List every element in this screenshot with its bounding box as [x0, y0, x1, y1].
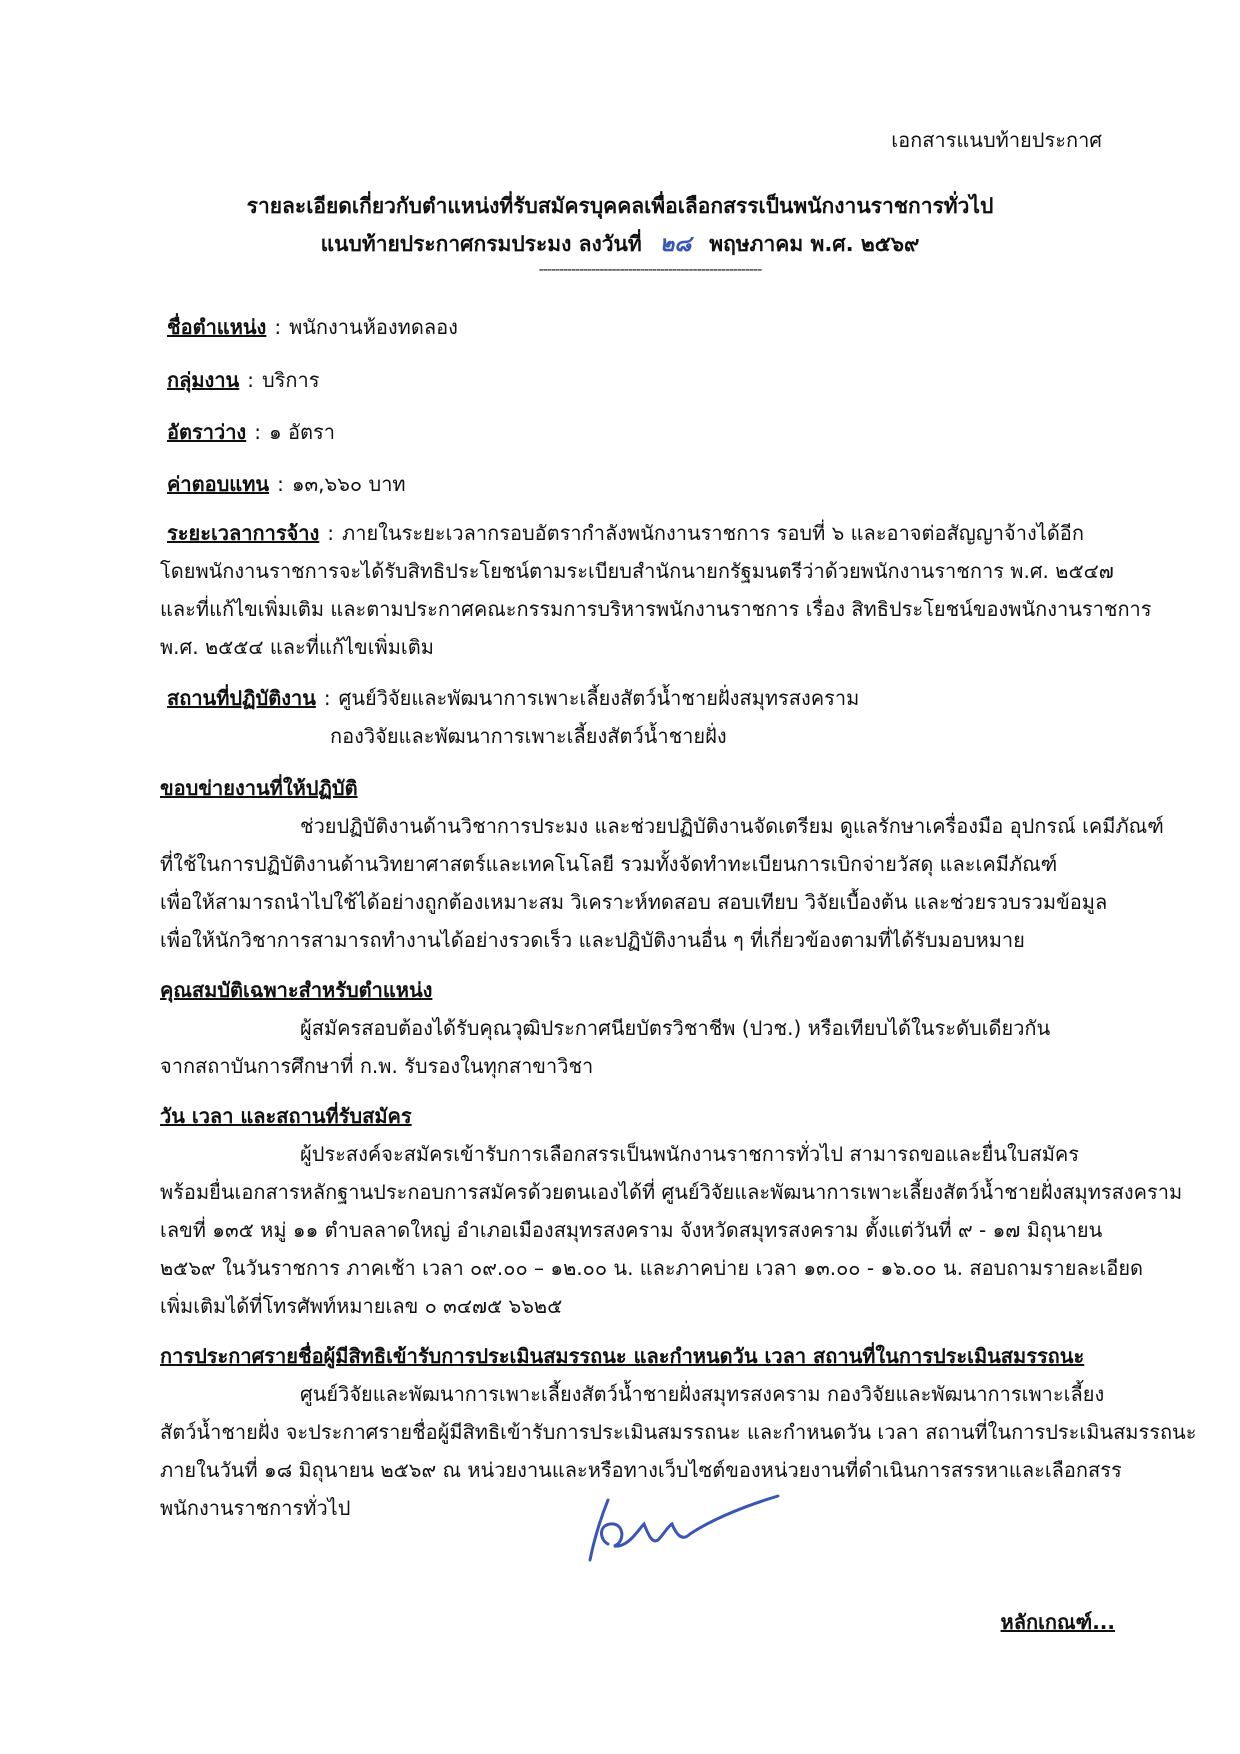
paragraph-line: พนักงานราชการทั่วไป — [160, 1496, 351, 1520]
handwritten-date: ๒๘ — [659, 231, 692, 257]
position-label: ชื่อตำแหน่ง — [167, 315, 267, 339]
workplace-line1: ศูนย์วิจัยและพัฒนาการเพาะเลี้ยงสัตว์น้ำชายฝั่งสมุทรสงคราม — [338, 686, 860, 710]
paragraph-line: เลขที่ ๑๓๕ หมู่ ๑๑ ตำบลลาดใหญ่ อำเภอเมืองสมุทรสงคราม จังหวัดสมุทรสงคราม ตั้งแต่วันที่ ๙ - ๑๗ มิถุนายน — [160, 1218, 1103, 1242]
paragraph-line: พร้อมยื่นเอกสารหลักฐานประกอบการสมัครด้วยตนเองได้ที่ ศูนย์วิจัยและพัฒนาการเพาะเลี้ยงสัตว์น้ำชายฝั่งสมุทรสงคราม — [160, 1180, 1183, 1204]
paragraph-line: จากสถาบันการศึกษาที่ ก.พ. รับรองในทุกสาขาวิชา — [160, 1054, 594, 1078]
subtitle-suffix: พฤษภาคม พ.ศ. ๒๕๖๙ — [709, 232, 920, 256]
announcement-heading: การประกาศรายชื่อผู้มีสิทธิเข้ารับการประเมินสมรรถนะ และกำหนดวัน เวลา สถานที่ในการประเมินสมรรถนะ — [160, 1344, 1085, 1368]
group-value: บริการ — [261, 368, 320, 392]
paragraph-line: ภายในวันที่ ๑๘ มิถุนายน ๒๕๖๙ ณ หน่วยงานและหรือทางเว็บไซต์ของหน่วยงานที่ดำเนินการสรรหาและเลือกสรร — [160, 1458, 1122, 1482]
document-reference: เอกสารแนบท้ายประกาศ — [891, 128, 1102, 152]
subtitle-prefix: แนบท้ายประกาศกรมประมง ลงวันที่ — [320, 232, 642, 256]
group-field: กลุ่มงาน : บริการ — [167, 368, 320, 392]
paragraph-line: ช่วยปฏิบัติงานด้านวิชาการประมง และช่วยปฏิบัติงานจัดเตรียม ดูแลรักษาเครื่องมือ อุปกรณ์ เคมีภัณฑ์ — [300, 814, 1164, 838]
position-value: พนักงานห้องทดลอง — [289, 315, 458, 339]
document-subtitle — [0, 226, 1240, 261]
duration-field: ระยะเวลาการจ้าง : ภายในระยะเวลากรอบอัตรากำลังพนักงานราชการ รอบที่ ๖ และอาจต่อสัญญาจ้างได้อีก — [167, 521, 1084, 545]
group-label: กลุ่มงาน — [167, 368, 240, 392]
qualification-heading: คุณสมบัติเฉพาะสำหรับตำแหน่ง — [160, 978, 433, 1002]
continued-next-page: หลักเกณฑ์... — [1000, 1610, 1115, 1634]
position-field: ชื่อตำแหน่ง : พนักงานห้องทดลอง — [167, 315, 458, 339]
salary-label: ค่าตอบแทน — [167, 472, 270, 496]
paragraph-line: ศูนย์วิจัยและพัฒนาการเพาะเลี้ยงสัตว์น้ำชายฝั่งสมุทรสงคราม กองวิจัยและพัฒนาการเพาะเลี้ยง — [300, 1382, 1105, 1406]
paragraph-line: พ.ศ. ๒๕๕๔ และที่แก้ไขเพิ่มเติม — [160, 635, 434, 659]
vacancy-field: อัตราว่าง : ๑ อัตรา — [167, 420, 335, 444]
title-divider: ------------------------------------------------------- — [538, 262, 762, 278]
paragraph-line: ที่ใช้ในการปฏิบัติงานด้านวิทยาศาสตร์และเทคโนโลยี รวมทั้งจัดทำทะเบียนการเบิกจ่ายวัสดุ และเคมีภัณฑ์ — [160, 852, 1058, 876]
paragraph-line: เพื่อให้สามารถนำไปใช้ได้อย่างถูกต้องเหมาะสม วิเคราะห์ทดสอบ สอบเทียบ วิจัยเบื้องต้น และช่วยรวบรวมข้อมูล — [160, 890, 1108, 914]
workplace-line2: กองวิจัยและพัฒนาการเพาะเลี้ยงสัตว์น้ำชายฝั่ง — [330, 724, 727, 748]
salary-value: ๑๓,๖๖๐ บาท — [291, 472, 406, 496]
paragraph-line: โดยพนักงานราชการจะได้รับสิทธิประโยชน์ตามระเบียบสำนักนายกรัฐมนตรีว่าด้วยพนักงานราชการ พ.ศ. ๒๕๔๗ — [160, 559, 1114, 583]
duration-first-line: ภายในระยะเวลากรอบอัตรากำลังพนักงานราชการ รอบที่ ๖ และอาจต่อสัญญาจ้างได้อีก — [342, 521, 1084, 545]
paragraph-line: ผู้สมัครสอบต้องได้รับคุณวุฒิประกาศนียบัตรวิชาชีพ (ปวช.) หรือเทียบได้ในระดับเดียวกัน — [300, 1016, 1051, 1040]
paragraph-line: เพื่อให้นักวิชาการสามารถทำงานได้อย่างรวดเร็ว และปฏิบัติงานอื่น ๆ ที่เกี่ยวข้องตามที่ได้รับมอบหมาย — [160, 928, 1025, 952]
duration-label: ระยะเวลาการจ้าง — [167, 521, 320, 545]
workplace-label: สถานที่ปฏิบัติงาน — [167, 686, 316, 710]
application-heading: วัน เวลา และสถานที่รับสมัคร — [160, 1104, 412, 1128]
paragraph-line: และที่แก้ไขเพิ่มเติม และตามประกาศคณะกรรมการบริหารพนักงานราชการ เรื่อง สิทธิประโยชน์ของพนักงานราชการ — [160, 597, 1152, 621]
paragraph-line: ผู้ประสงค์จะสมัครเข้ารับการเลือกสรรเป็นพนักงานราชการทั่วไป สามารถขอและยื่นใบสมัคร — [300, 1142, 1080, 1166]
paragraph-line: เพิ่มเติมได้ที่โทรศัพท์หมายเลข ๐ ๓๔๗๕ ๖๖๒๕ — [160, 1294, 563, 1318]
paragraph-line: สัตว์น้ำชายฝั่ง จะประกาศรายชื่อผู้มีสิทธิเข้ารับการประเมินสมรรถนะ และกำหนดวัน เวลา สถานที่ในการประเมินสมรรถนะ — [160, 1420, 1197, 1444]
workplace-field: สถานที่ปฏิบัติงาน : ศูนย์วิจัยและพัฒนาการเพาะเลี้ยงสัตว์น้ำชายฝั่งสมุทรสงคราม — [167, 686, 860, 710]
scope-heading: ขอบข่ายงานที่ให้ปฏิบัติ — [160, 776, 358, 800]
paragraph-line: ๒๕๖๙ ในวันราชการ ภาคเช้า เวลา ๐๙.๐๐ – ๑๒.๐๐ น. และภาคบ่าย เวลา ๑๓.๐๐ - ๑๖.๐๐ น. สอบถามรายละเอียด — [160, 1256, 1144, 1280]
vacancy-value: ๑ อัตรา — [268, 420, 335, 444]
salary-field: ค่าตอบแทน : ๑๓,๖๖๐ บาท — [167, 472, 406, 496]
document-title: รายละเอียดเกี่ยวกับตำแหน่งที่รับสมัครบุคคลเพื่อเลือกสรรเป็นพนักงานราชการทั่วไป — [246, 194, 994, 218]
handwritten-signature — [578, 1482, 788, 1572]
vacancy-label: อัตราว่าง — [167, 420, 247, 444]
